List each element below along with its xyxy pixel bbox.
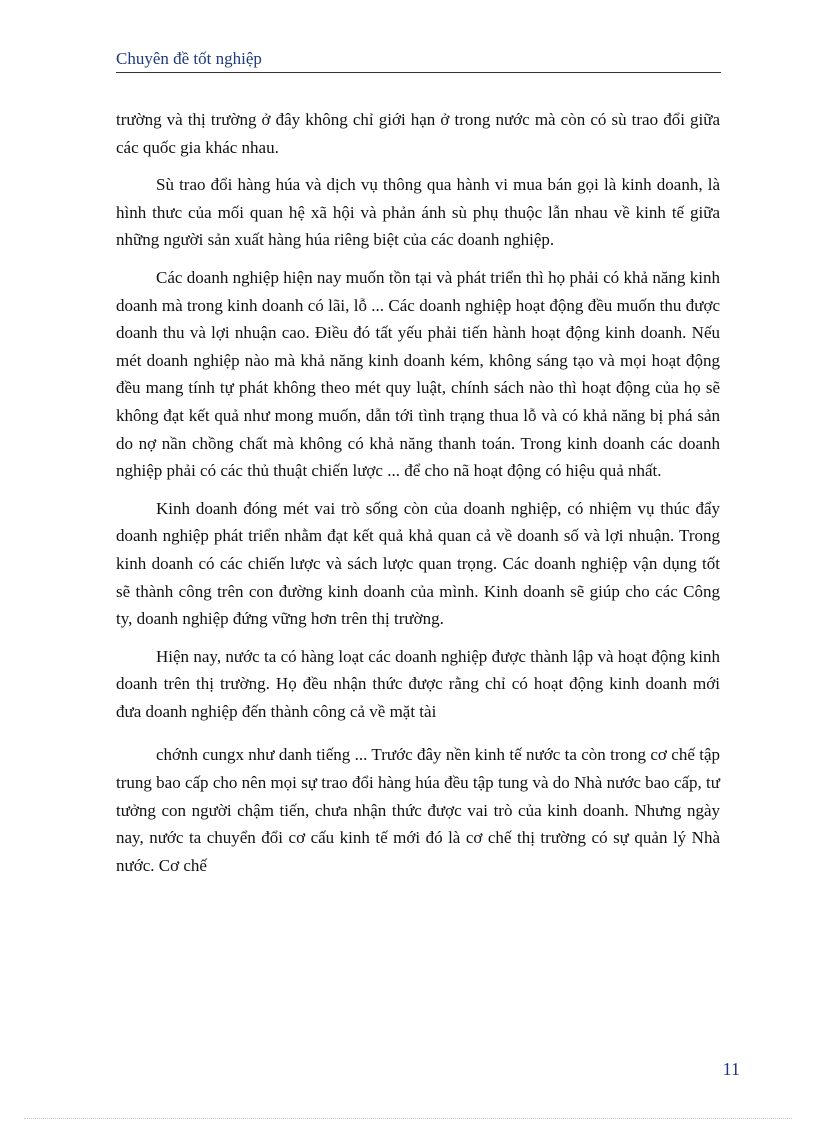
paragraph: Các doanh nghiệp hiện nay muốn tồn tại và phát triển thì họ phải có khả năng kinh doanh mà trong kinh doanh có lãi, lỗ ... Các doanh nghiệp hoạt động đều muốn thu được doanh thu và lợi nhuận cao. Điều đó tất yếu phải tiến hành hoạt động kinh doanh. Nếu mét doanh nghiệp nào mà khả năng kinh doanh kém, không sáng tạo và mọi hoạt động đều mang tính tự phát không theo mét quy luật, chính sách nào thì hoạt động của họ sẽ không đạt kết quả như mong muốn, dẫn tới tình trạng thua lỗ và có khả năng bị phá sản do nợ nần chồng chất mà không có khả năng thanh toán. Trong kinh doanh các doanh nghiệp phải có các thủ thuật chiến lược ... để cho nã hoạt động có hiệu quả nhất.	[116, 267, 720, 481]
paragraph: Hiện nay, nước ta có hàng loạt các doanh nghiệp được thành lập và hoạt động kinh doanh trên thị trường. Họ đều nhận thức được rằng chỉ có hoạt động kinh doanh mới đưa doanh nghiệp đến thành công cả về mặt tài	[116, 646, 720, 721]
footer-divider	[24, 1118, 792, 1119]
paragraph: Kinh doanh đóng mét vai trò sống còn của doanh nghiệp, có nhiệm vụ thúc đẩy doanh nghiệp phát triển nhằm đạt kết quả khả quan cả về doanh số và lợi nhuận. Trong kinh doanh có các chiến lược và sách lược quan trọng. Các doanh nghiệp vận dụng tốt sẽ thành công trên con đường kinh doanh của mình. Kinh doanh sẽ giúp cho các Công ty, doanh nghiệp đứng vững hơn trên thị trường.	[116, 498, 720, 629]
paragraph: chớnh cungx như danh tiếng ... Trước đây nền kinh tế nước ta còn trong cơ chế tập trung bao cấp cho nên mọi sự trao đổi hàng húa đều tập tung và do Nhà nước bao cấp, tư tưởng con người chậm tiến, chưa nhận thức được vai trò của kinh doanh. Nhưng ngày nay, nước ta chuyển đổi cơ cấu kinh tế mới đó là cơ chế thị trường có sự quản lý Nhà nước. Cơ chế	[116, 745, 720, 875]
header-title: Chuyên đề tốt nghiệp	[116, 49, 262, 68]
paragraph: Sù trao đổi hàng húa và dịch vụ thông qua hành vi mua bán gọi là kinh doanh, là hình thưc của mối quan hệ xã hội và phản ánh sù phụ thuộc lẫn nhau về kinh tế giữa những người sản xuất hàng húa riêng biệt của các doanh nghiệp.	[116, 175, 720, 250]
page-header	[116, 48, 721, 73]
page-number: 11	[722, 1059, 740, 1079]
paragraph: trường và thị trường ở đây không chỉ giới hạn ở trong nước mà còn có sù trao đổi giữa các quốc gia khác nhau.	[116, 110, 720, 157]
document-body	[116, 106, 720, 889]
